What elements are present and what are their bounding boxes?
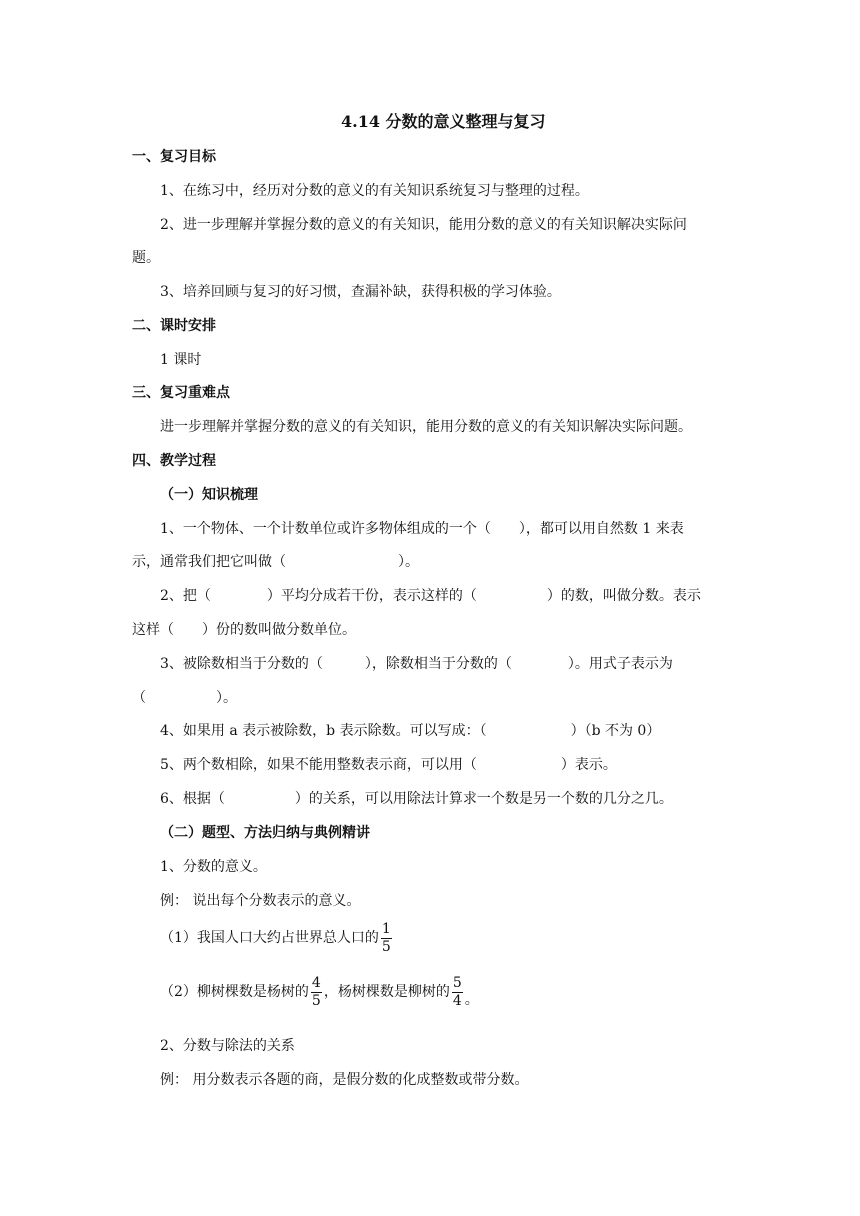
section-heading-schedule: 二、课时安排 [132, 318, 216, 334]
fraction-numerator: 1 [381, 920, 391, 937]
goal-item-3: 3、培养回顾与复习的好习惯，查漏补缺，获得积极的学习体验。 [160, 284, 561, 300]
goal-item-1: 1、在练习中，经历对分数的意义的有关知识系统复习与整理的过程。 [160, 183, 589, 199]
subsection-heading-examples: （二）题型、方法归纳与典例精讲 [160, 825, 370, 841]
knowledge-item-3: 3、被除数相当于分数的（ ），除数相当于分数的（ ）。用式子表示为 [160, 656, 673, 672]
knowledge-item-5: 5、两个数相除，如果不能用整数表示商，可以用（ ）表示。 [160, 757, 617, 773]
question-2-text-b: ，杨树棵数是柳树的 [323, 984, 450, 1000]
topic-2-example: 例： 用分数表示各题的商，是假分数的化成整数或带分数。 [160, 1072, 529, 1088]
knowledge-item-3-cont: （ ）。 [132, 690, 237, 706]
knowledge-item-2: 2、把（ ）平均分成若干份，表示这样的（ ）的数，叫做分数。表示 [160, 588, 701, 604]
question-2 [160, 972, 479, 1012]
key-points-text: 进一步理解并掌握分数的意义的有关知识，能用分数的意义的有关知识解决实际问题。 [160, 419, 692, 435]
question-1-text: （1）我国人口大约占世界总人口的 [160, 930, 379, 946]
section-heading-key-points: 三、复习重难点 [132, 385, 230, 401]
topic-1: 1、分数的意义。 [160, 859, 267, 875]
goal-item-2: 2、进一步理解并掌握分数的意义的有关知识，能用分数的意义的有关知识解决实际问 [160, 217, 687, 233]
question-2-end: 。 [464, 992, 479, 1008]
fraction-denominator: 5 [311, 992, 321, 1009]
fraction-denominator: 5 [381, 938, 391, 955]
page-title: 4.14 分数的意义整理与复习 [341, 112, 546, 131]
knowledge-item-6: 6、根据（ ）的关系，可以用除法计算求一个数是另一个数的几分之几。 [160, 791, 673, 807]
section-heading-goals: 一、复习目标 [132, 149, 216, 165]
fraction-one-fifth [381, 921, 392, 956]
goal-item-2-cont: 题。 [132, 250, 160, 266]
knowledge-item-1: 1、一个物体、一个计数单位或许多物体组成的一个（ ），都可以用自然数 1 来表 [160, 521, 684, 537]
fraction-denominator: 4 [452, 992, 462, 1009]
knowledge-item-2-cont: 这样（ ）份的数叫做分数单位。 [132, 622, 356, 638]
knowledge-item-4: 4、如果用 a 表示被除数，b 表示除数。可以写成：（ ）（b 不为 0） [160, 723, 661, 739]
fraction-five-fourths [452, 975, 463, 1010]
fraction-numerator: 5 [452, 974, 462, 991]
schedule-text: 1 课时 [160, 352, 202, 368]
question-2-text-a: （2）柳树棵数是杨树的 [160, 984, 309, 1000]
question-1 [160, 918, 394, 958]
section-heading-process: 四、教学过程 [132, 453, 216, 469]
knowledge-item-1-cont: 示，通常我们把它叫做（ ）。 [132, 554, 419, 570]
fraction-four-fifths [311, 975, 322, 1010]
fraction-numerator: 4 [311, 974, 321, 991]
topic-2: 2、分数与除法的关系 [160, 1038, 295, 1054]
subsection-heading-review: （一）知识梳理 [160, 487, 258, 503]
topic-1-example: 例： 说出每个分数表示的意义。 [160, 893, 361, 909]
